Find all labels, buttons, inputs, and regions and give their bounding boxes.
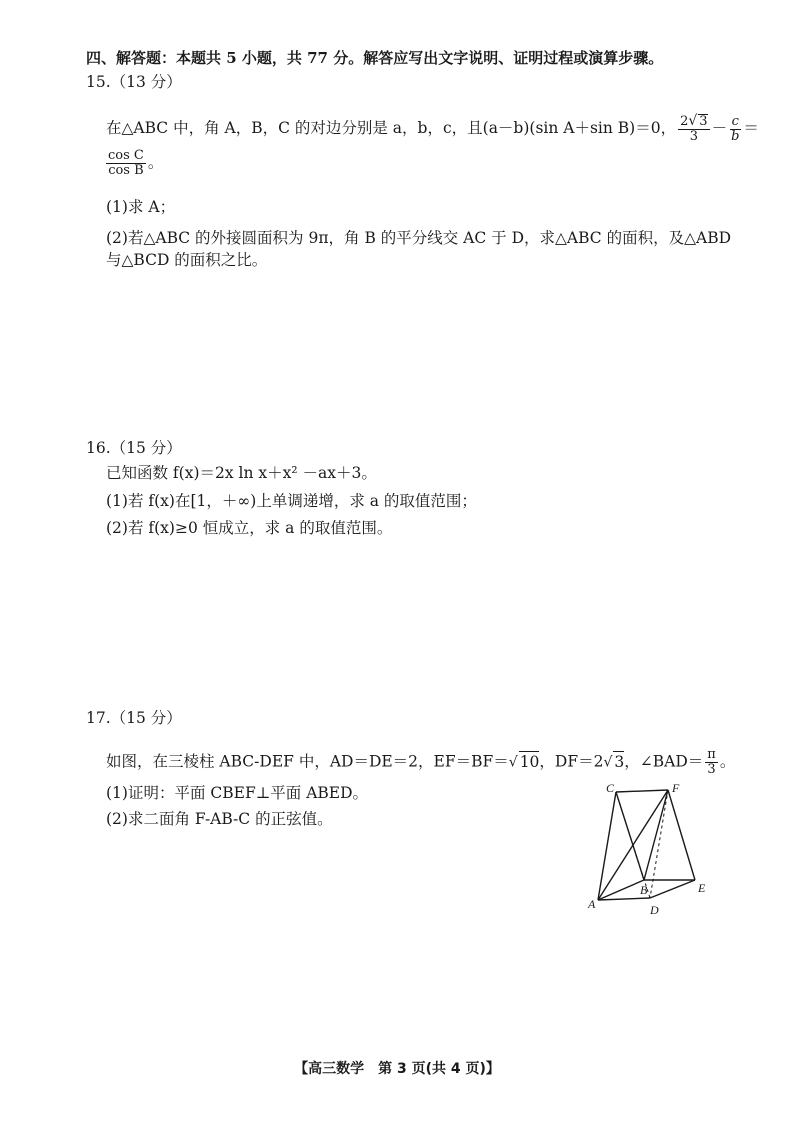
edge-DE [650, 880, 695, 898]
q16-number: 16.（15 分） [86, 439, 182, 457]
label-E: E [698, 881, 706, 895]
q15-frac1-num: 2 [680, 114, 689, 129]
q17-sqrt3: 3 [614, 752, 625, 771]
q15-period: 。 [147, 153, 164, 172]
q16-part1: (1)若 f(x)在[1，＋∞)上单调递增，求 a 的取值范围； [106, 492, 477, 510]
label-F: F [672, 781, 680, 795]
q15-stem-line1 [106, 114, 759, 144]
page-footer: 【高三数学 第 3 页(共 4 页)】 [294, 1061, 500, 1077]
sqrt-symbol: √ [508, 754, 518, 771]
q17-frac-num: π [707, 747, 716, 762]
q15-part2-line2: 与△BCD 的面积之比。 [106, 251, 268, 269]
q16-part2: (2)若 f(x)≥0 恒成立，求 a 的取值范围。 [106, 519, 393, 537]
sqrt-symbol: √ [688, 113, 698, 129]
label-A: A [588, 897, 596, 911]
q17-number: 17.（15 分） [86, 709, 182, 727]
q17-stem-part-c: ，∠BAD＝ [624, 752, 704, 771]
label-D: D [650, 903, 659, 917]
q15-frac2-den: b [731, 128, 740, 144]
q15-equals: ＝ [743, 119, 759, 137]
q15-number: 15.（13 分） [86, 73, 182, 91]
prism-diagram [580, 780, 720, 920]
edge-CA [598, 792, 616, 900]
q17-stem [106, 748, 735, 777]
q17-frac-pi-over-3 [705, 748, 718, 777]
edge-CF [616, 790, 668, 792]
q16-stem: 已知函数 f(x)＝2x ln x＋x² －ax＋3。 [106, 464, 377, 482]
q17-part2: (2)求二面角 F-AB-C 的正弦值。 [106, 810, 333, 828]
q17-part1: (1)证明：平面 CBEF⊥平面 ABED。 [106, 784, 369, 802]
q15-stem-line2 [106, 149, 163, 178]
q17-stem-part-b: ，DF＝2 [539, 752, 604, 771]
label-B: B [640, 883, 648, 897]
edge-FE [668, 790, 695, 880]
section-heading: 四、解答题：本题共 5 小题，共 77 分。解答应写出文字说明、证明过程或演算步骤。 [86, 49, 664, 67]
q15-part2-line1: (2)若△ABC 的外接圆面积为 9π，角 B 的平分线交 AC 于 D，求△ABC 的面积，及△ABD [106, 229, 732, 247]
q15-frac-2sqrt3-over-3 [678, 114, 709, 144]
q15-frac-cosC-over-cosB [106, 149, 146, 178]
edge-FD-hidden [650, 790, 668, 898]
q17-frac-den: 3 [707, 762, 716, 777]
q15-frac3-num: cos C [108, 148, 144, 163]
q15-frac3-den: cos B [108, 163, 144, 178]
q17-sqrt10: 10 [519, 752, 540, 771]
q15-frac-c-over-b [729, 115, 741, 144]
q17-period: 。 [719, 752, 736, 771]
q15-stem-text: 在△ABC 中，角 A，B，C 的对边分别是 a，b，c，且(a－b)(sin A＋sin B)＝0， [106, 119, 677, 137]
q15-part1: (1)求 A； [106, 198, 176, 216]
q15-frac1-radicand: 3 [699, 114, 708, 129]
q15-frac2-num: c [731, 113, 739, 129]
label-C: C [606, 781, 615, 795]
edge-AD [598, 898, 650, 900]
q15-minus: － [711, 119, 728, 137]
q15-frac1-den: 3 [689, 129, 698, 144]
edge-FB [644, 790, 668, 880]
sqrt-symbol: √ [603, 754, 613, 771]
q17-stem-part-a: 如图，在三棱柱 ABC-DEF 中，AD＝DE＝2，EF＝BF＝ [106, 752, 509, 771]
